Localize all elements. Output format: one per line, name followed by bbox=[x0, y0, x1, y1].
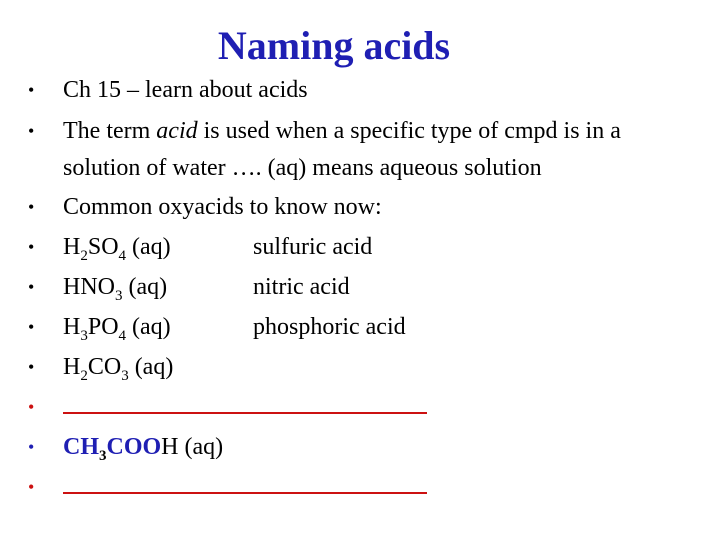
bullet-text-emphasis: acid bbox=[156, 118, 198, 144]
bullet-blank-answer-2 bbox=[0, 467, 720, 507]
bullet-term-acid bbox=[0, 110, 720, 187]
bullet-text: Common oxyacids to know now: bbox=[63, 194, 382, 220]
acid-name: nitric acid bbox=[253, 274, 350, 300]
formula: $H_3PO_4$ (aq) bbox=[63, 314, 171, 344]
bullet-nitric-acid bbox=[0, 267, 720, 307]
formula: $H_2SO_4$ (aq) bbox=[63, 234, 171, 264]
bullet-text-pre: The term bbox=[63, 118, 157, 144]
bullet-marker: • bbox=[28, 80, 35, 100]
formula: $HNO_3$ (aq) bbox=[63, 274, 168, 304]
bullet-text-post: is used when a specific type of cmpd is in a bbox=[197, 118, 621, 144]
answer-blank-line bbox=[63, 468, 427, 494]
bullet-marker: • bbox=[28, 237, 35, 257]
answer-blank-line bbox=[63, 388, 427, 414]
formula: $H_2CO_3$ (aq) bbox=[63, 354, 174, 384]
bullet-acetic-formula bbox=[0, 427, 720, 467]
bullet-text: Ch 15 – learn about acids bbox=[63, 77, 308, 103]
bullet-marker: • bbox=[28, 437, 35, 457]
bullet-common-oxyacids bbox=[0, 187, 720, 227]
bullet-marker: • bbox=[28, 121, 35, 141]
bullet-marker: • bbox=[28, 357, 35, 377]
bullet-sulfuric-acid bbox=[0, 227, 720, 267]
bullet-carbonic-formula bbox=[0, 347, 720, 387]
formula: $CH_3COOH$ (aq) bbox=[63, 434, 224, 464]
acid-name: phosphoric acid bbox=[253, 314, 406, 340]
acid-name: sulfuric acid bbox=[253, 234, 373, 260]
slide-title: Naming acids bbox=[217, 23, 451, 68]
bullet-marker: • bbox=[28, 277, 35, 297]
bullet-text-continuation: solution of water …. (aq) means aqueous solution bbox=[63, 155, 542, 181]
bullet-blank-answer-1 bbox=[0, 387, 720, 427]
bullet-learn-about-acids bbox=[0, 70, 720, 110]
bullet-marker: • bbox=[28, 397, 35, 417]
bullet-marker: • bbox=[28, 477, 35, 497]
bullet-marker: • bbox=[28, 317, 35, 337]
bullet-marker: • bbox=[28, 197, 35, 217]
bullet-phosphoric-acid bbox=[0, 307, 720, 347]
bullet-list bbox=[0, 70, 720, 507]
